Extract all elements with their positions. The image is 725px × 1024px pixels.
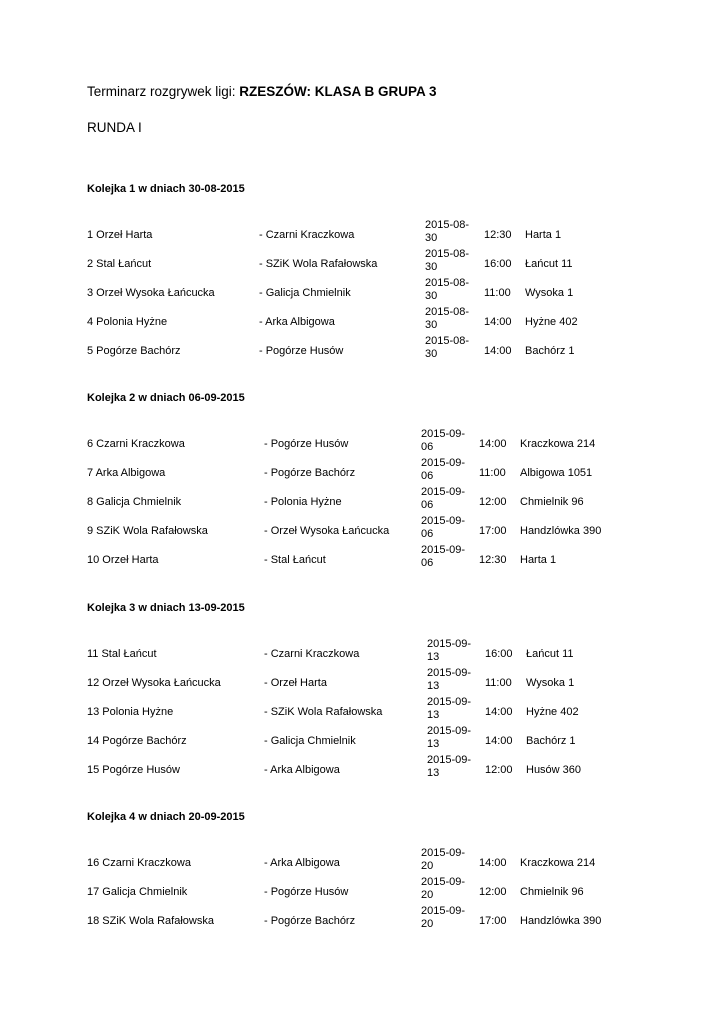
match-date-line2: 13	[427, 709, 440, 721]
match-date	[421, 876, 471, 902]
away-team: - Pogórze Husów	[259, 345, 344, 357]
home-team: 14 Pogórze Bachórz	[87, 735, 187, 747]
match-row	[0, 755, 725, 783]
match-date	[427, 638, 477, 664]
match-date	[425, 277, 475, 303]
match-date-line1: 2015-09-	[421, 486, 466, 498]
match-date	[425, 335, 475, 361]
match-date	[421, 457, 471, 483]
match-time: 12:00	[485, 764, 513, 776]
match-time: 11:00	[484, 287, 511, 299]
match-row	[0, 278, 725, 306]
round-heading: Kolejka 3 w dniach 13-09-2015	[87, 602, 245, 614]
match-date	[425, 248, 475, 274]
match-date	[421, 847, 471, 873]
match-date-line1: 2015-09-	[421, 515, 466, 527]
round-heading: Kolejka 1 w dniach 30-08-2015	[87, 183, 245, 195]
home-team: 8 Galicja Chmielnik	[87, 496, 182, 508]
match-venue: Łańcut 11	[526, 648, 574, 660]
match-venue: Harta 1	[525, 229, 562, 241]
match-row	[0, 726, 725, 754]
match-date-line2: 13	[427, 767, 440, 779]
match-time: 14:00	[485, 735, 513, 747]
match-date	[427, 725, 477, 751]
match-time: 17:00	[479, 525, 507, 537]
match-date-line2: 06	[421, 470, 434, 482]
away-team: - Arka Albigowa	[264, 764, 340, 776]
match-venue: Handzlówka 390	[520, 915, 602, 927]
away-team: - Galicja Chmielnik	[259, 287, 351, 299]
match-row	[0, 458, 725, 486]
page-title	[87, 84, 437, 99]
match-time: 11:00	[485, 677, 512, 689]
match-row	[0, 877, 725, 905]
match-venue: Hyżne 402	[525, 316, 578, 328]
away-team: - Stal Łańcut	[264, 554, 326, 566]
away-team: - SZiK Wola Rafałowska	[264, 706, 383, 718]
match-venue: Chmielnik 96	[520, 886, 584, 898]
match-date-line1: 2015-09-	[427, 754, 472, 766]
match-date-line2: 30	[425, 290, 438, 302]
match-time: 12:00	[479, 886, 507, 898]
match-date-line2: 20	[421, 860, 434, 872]
match-date-line1: 2015-09-	[427, 667, 472, 679]
round-heading: Kolejka 4 w dniach 20-09-2015	[87, 811, 245, 823]
match-venue: Hyżne 402	[526, 706, 579, 718]
match-time: 14:00	[485, 706, 513, 718]
match-row	[0, 668, 725, 696]
match-time: 16:00	[484, 258, 512, 270]
away-team: - Arka Albigowa	[264, 857, 340, 869]
match-date-line2: 20	[421, 918, 434, 930]
match-date-line2: 30	[425, 348, 438, 360]
match-date	[427, 754, 477, 780]
match-date-line2: 06	[421, 499, 434, 511]
league-name: RZESZÓW: KLASA B GRUPA 3	[239, 84, 437, 99]
match-date-line2: 30	[425, 261, 438, 273]
match-row	[0, 848, 725, 876]
match-date-line2: 13	[427, 738, 440, 750]
match-venue: Kraczkowa 214	[520, 438, 596, 450]
match-date-line2: 20	[421, 889, 434, 901]
match-venue: Albigowa 1051	[520, 467, 593, 479]
match-venue: Bachórz 1	[526, 735, 576, 747]
match-venue: Kraczkowa 214	[520, 857, 596, 869]
match-date	[421, 486, 471, 512]
match-venue: Harta 1	[520, 554, 557, 566]
away-team: - Arka Albigowa	[259, 316, 335, 328]
away-team: - Pogórze Bachórz	[264, 467, 356, 479]
match-venue: Bachórz 1	[525, 345, 575, 357]
away-team: - Pogórze Husów	[264, 886, 349, 898]
home-team: 11 Stal Łańcut	[87, 648, 157, 660]
match-time: 14:00	[484, 345, 512, 357]
match-date-line2: 30	[425, 319, 438, 331]
round-label: RUNDA I	[87, 120, 142, 135]
away-team: - Orzeł Wysoka Łańcucka	[264, 525, 390, 537]
match-date-line1: 2015-09-	[421, 544, 466, 556]
match-date	[421, 428, 471, 454]
home-team: 4 Polonia Hyżne	[87, 316, 168, 328]
match-venue: Łańcut 11	[525, 258, 573, 270]
home-team: 5 Pogórze Bachórz	[87, 345, 181, 357]
match-time: 12:00	[479, 496, 507, 508]
home-team: 1 Orzeł Harta	[87, 229, 153, 241]
match-row	[0, 220, 725, 248]
away-team: - Pogórze Bachórz	[264, 915, 356, 927]
match-date-line2: 06	[421, 528, 434, 540]
home-team: 16 Czarni Kraczkowa	[87, 857, 191, 869]
match-date	[425, 219, 475, 245]
match-date-line2: 06	[421, 441, 434, 453]
match-date-line1: 2015-09-	[427, 725, 472, 737]
match-venue: Wysoka 1	[526, 677, 575, 689]
match-row	[0, 545, 725, 573]
home-team: 2 Stal Łańcut	[87, 258, 152, 270]
match-row	[0, 516, 725, 544]
match-venue: Husów 360	[526, 764, 582, 776]
away-team: - Pogórze Husów	[264, 438, 349, 450]
home-team: 17 Galicja Chmielnik	[87, 886, 188, 898]
match-date-line1: 2015-09-	[421, 905, 466, 917]
home-team: 12 Orzeł Wysoka Łańcucka	[87, 677, 221, 689]
match-date-line1: 2015-08-	[425, 248, 470, 260]
title-prefix: Terminarz rozgrywek ligi:	[87, 84, 240, 99]
match-date-line1: 2015-09-	[421, 876, 466, 888]
home-team: 9 SZiK Wola Rafałowska	[87, 525, 208, 537]
home-team: 18 SZiK Wola Rafałowska	[87, 915, 214, 927]
match-row	[0, 487, 725, 515]
match-date	[425, 306, 475, 332]
away-team: - Orzeł Harta	[264, 677, 327, 689]
match-row	[0, 249, 725, 277]
match-date-line1: 2015-09-	[427, 638, 472, 650]
away-team: - SZiK Wola Rafałowska	[259, 258, 378, 270]
home-team: 10 Orzeł Harta	[87, 554, 159, 566]
match-time: 14:00	[484, 316, 512, 328]
match-time: 14:00	[479, 438, 507, 450]
match-date-line2: 06	[421, 557, 434, 569]
match-row	[0, 639, 725, 667]
match-time: 17:00	[479, 915, 507, 927]
match-row	[0, 697, 725, 725]
match-time: 11:00	[479, 467, 506, 479]
home-team: 6 Czarni Kraczkowa	[87, 438, 185, 450]
home-team: 13 Polonia Hyżne	[87, 706, 174, 718]
match-date-line1: 2015-09-	[427, 696, 472, 708]
match-date-line2: 30	[425, 232, 438, 244]
match-date	[427, 696, 477, 722]
round-heading: Kolejka 2 w dniach 06-09-2015	[87, 392, 245, 404]
match-date-line1: 2015-09-	[421, 457, 466, 469]
match-date	[421, 905, 471, 931]
away-team: - Czarni Kraczkowa	[259, 229, 355, 241]
match-row	[0, 429, 725, 457]
match-date-line1: 2015-08-	[425, 306, 470, 318]
match-time: 14:00	[479, 857, 507, 869]
match-date	[421, 515, 471, 541]
home-team: 3 Orzeł Wysoka Łańcucka	[87, 287, 215, 299]
match-row	[0, 906, 725, 934]
match-date-line1: 2015-09-	[421, 847, 466, 859]
match-date-line2: 13	[427, 651, 440, 663]
match-row	[0, 336, 725, 364]
match-time: 12:30	[484, 229, 512, 241]
match-date	[427, 667, 477, 693]
match-date-line2: 13	[427, 680, 440, 692]
match-venue: Handzlówka 390	[520, 525, 602, 537]
match-date-line1: 2015-08-	[425, 335, 470, 347]
match-date-line1: 2015-09-	[421, 428, 466, 440]
away-team: - Czarni Kraczkowa	[264, 648, 360, 660]
away-team: - Polonia Hyżne	[264, 496, 342, 508]
match-venue: Chmielnik 96	[520, 496, 584, 508]
match-venue: Wysoka 1	[525, 287, 574, 299]
match-date	[421, 544, 471, 570]
match-time: 12:30	[479, 554, 507, 566]
match-date-line1: 2015-08-	[425, 277, 470, 289]
away-team: - Galicja Chmielnik	[264, 735, 356, 747]
match-date-line1: 2015-08-	[425, 219, 470, 231]
match-time: 16:00	[485, 648, 513, 660]
home-team: 7 Arka Albigowa	[87, 467, 166, 479]
match-row	[0, 307, 725, 335]
home-team: 15 Pogórze Husów	[87, 764, 180, 776]
